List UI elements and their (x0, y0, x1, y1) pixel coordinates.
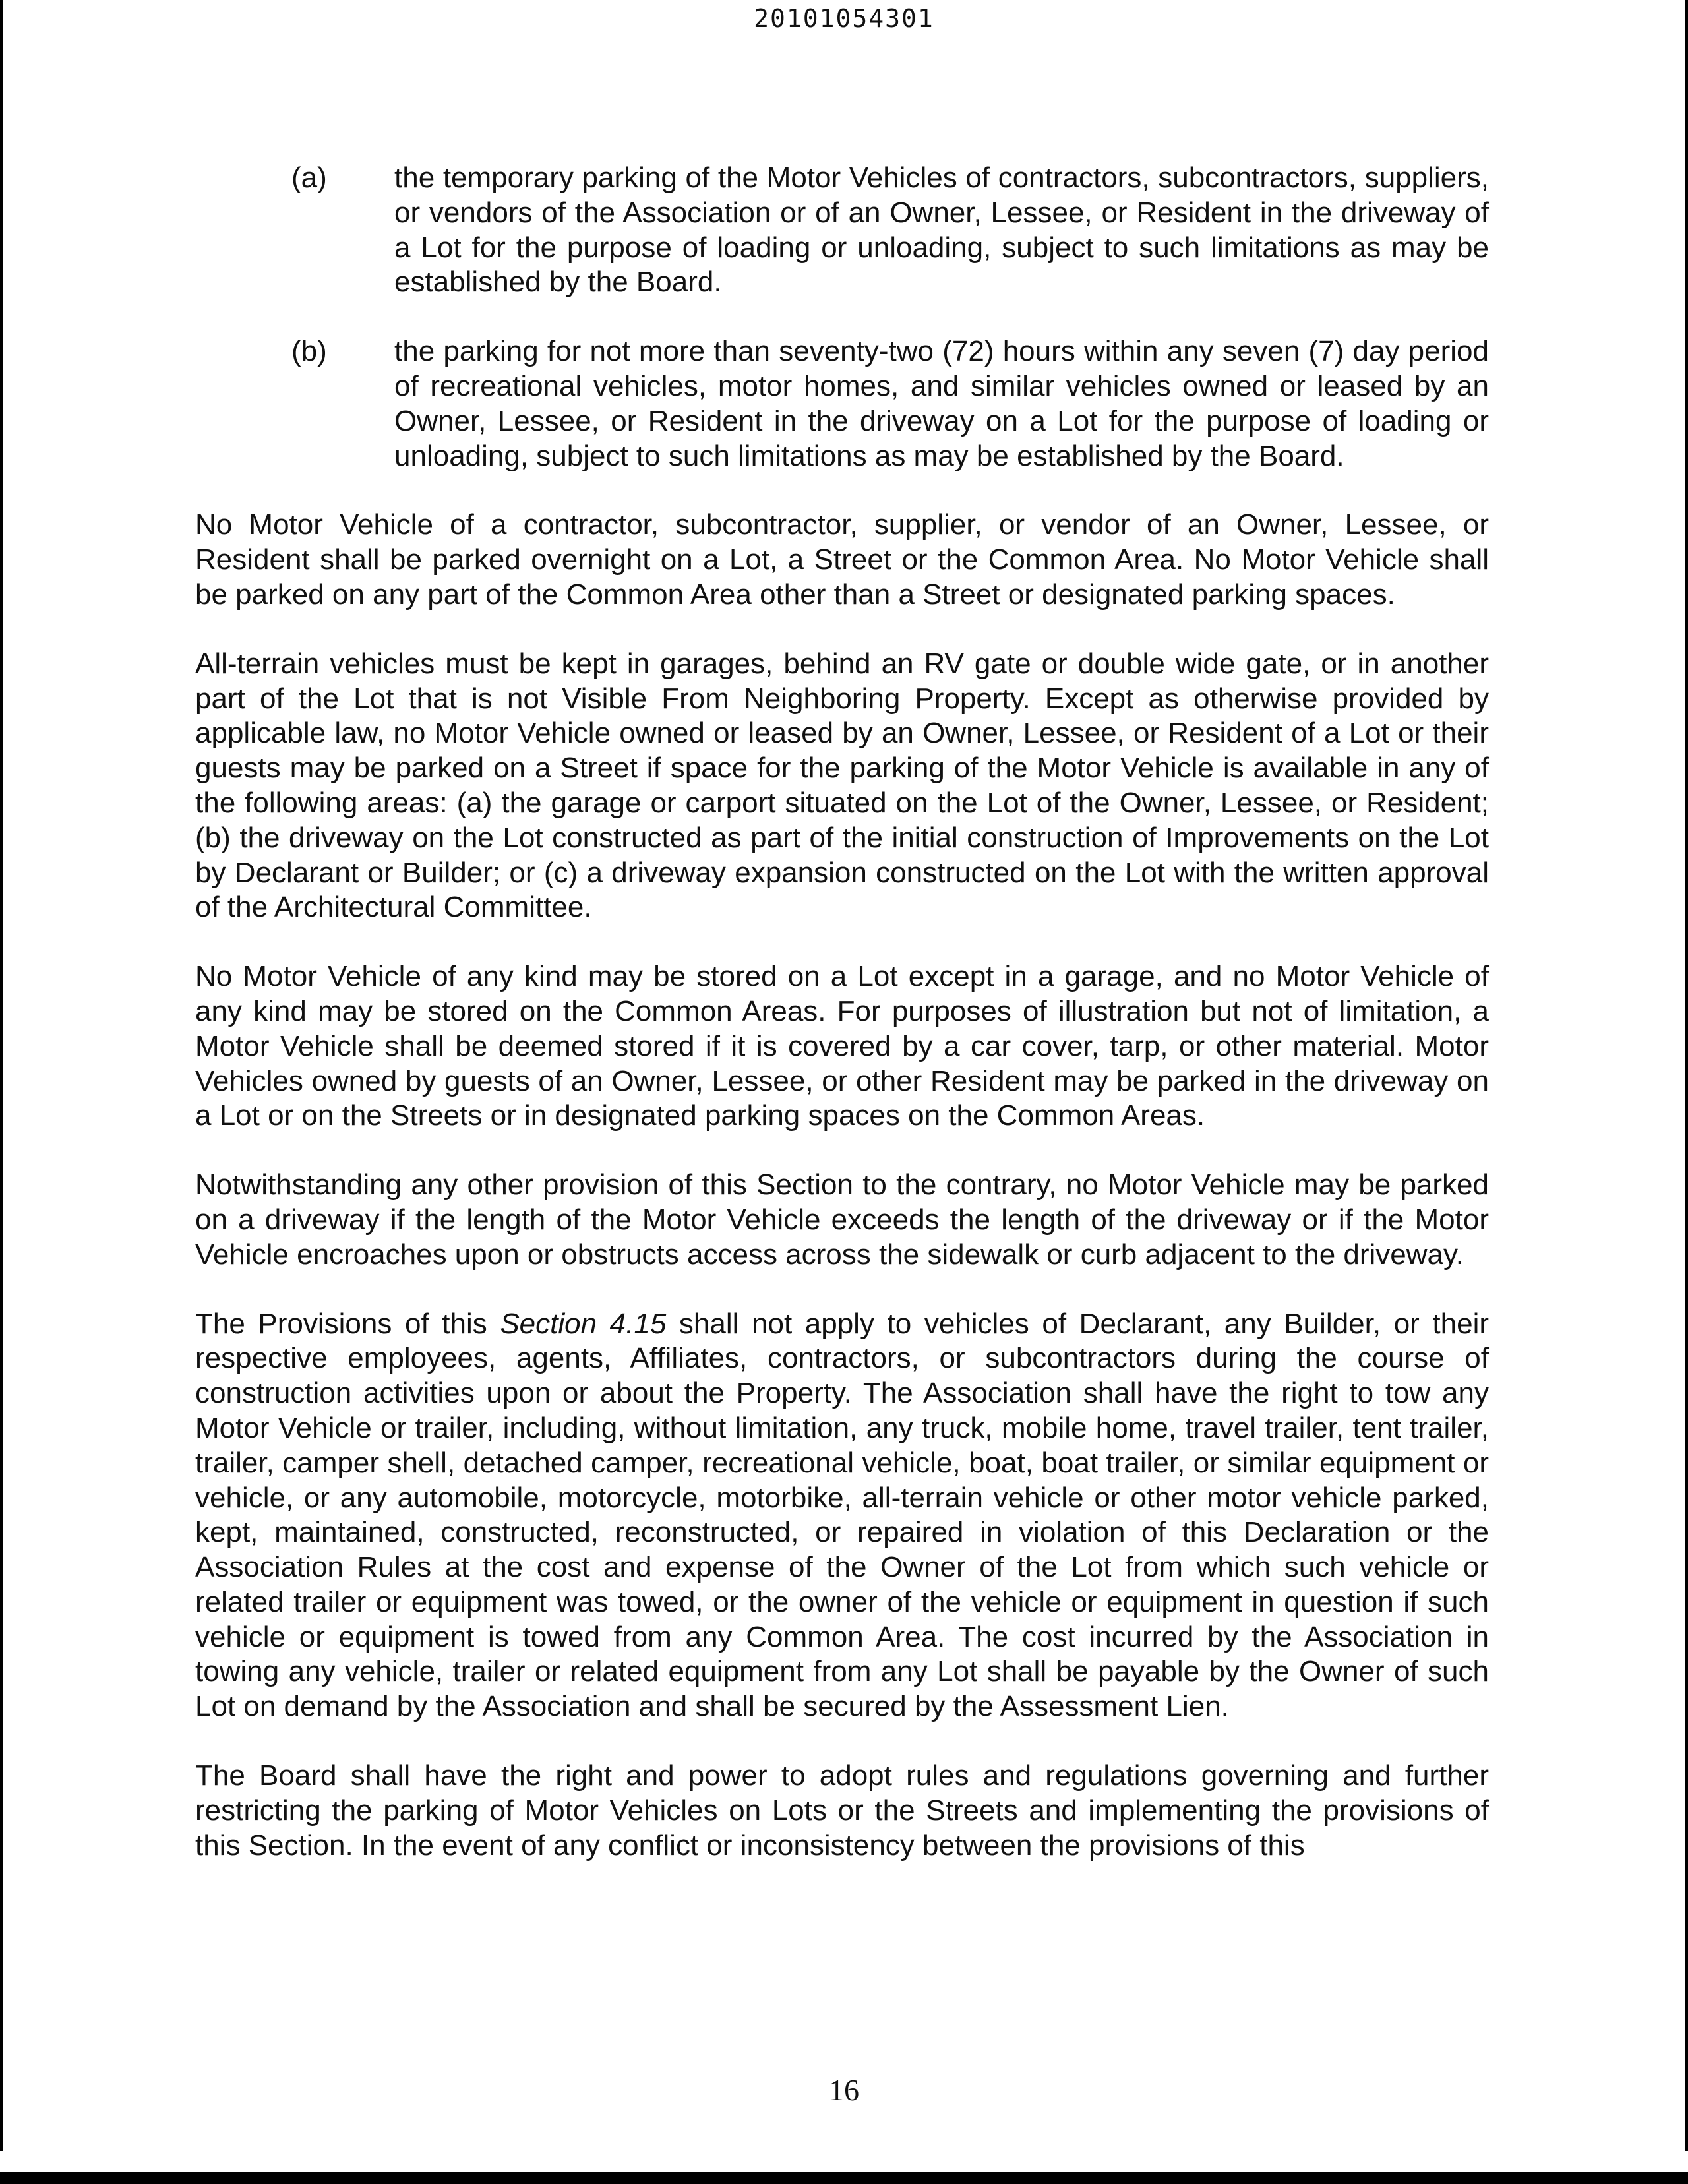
page-border-bottom (0, 2172, 1688, 2184)
paragraph-driveway-length: Notwithstanding any other provision of this Section to the contrary, no Motor Vehicle may be parked on a driveway if the length of the Motor Vehicle exceeds the length of the driveway or if the Motor Vehicle encroaches upon or obstructs access across the sidewalk or curb adjacent to the driveway. (195, 1168, 1489, 1271)
page-number: 16 (829, 2073, 859, 2107)
paragraph-contractor-parking: No Motor Vehicle of a contractor, subcontractor, supplier, or vendor of an Owner, Lessee, or Resident shall be parked overnight on a Lot, a Street or the Common Area. No Motor Vehicle shall be parked on any part of the Common Area other than a Street or designated parking spaces. (195, 508, 1489, 611)
page-border-right (1685, 0, 1688, 2151)
list-item-b (195, 334, 1489, 473)
document-number: 20101054301 (754, 4, 934, 33)
list-item-text: the temporary parking of the Motor Vehicles of contractors, subcontractors, suppliers, or vendors of the Association or of an Owner, Lessee, or Resident in the driveway of a Lot for the purpose of loading or unloading, subject to such limitations as may be established by the Board. (394, 162, 1489, 299)
paragraph-board-rules: The Board shall have the right and power to adopt rules and regulations governing and further restricting the parking of Motor Vehicles on Lots or the Streets and implementing the provisions of this Section. In the event of any conflict or inconsistency between the provisions of this (195, 1759, 1489, 1862)
page-body (195, 161, 1489, 1897)
paragraph-towing-provisions (195, 1307, 1489, 1725)
paragraph-all-terrain-vehicles: All-terrain vehicles must be kept in garages, behind an RV gate or double wide gate, or in another part of the Lot that is not Visible From Neighboring Property. Except as otherwise provided by applicable law, no Motor Vehicle owned or leased by an Owner, Lessee, or Resident of a Lot or their guests may be parked on a Street if space for the parking of the Motor Vehicle is available in any of the following areas: (a) the garage or carport situated on the Lot of the Owner, Lessee, or Resident; (b) the driveway on the Lot constructed as part of the initial construction of Improvements on the Lot by Declarant or Builder; or (c) a driveway expansion constructed on the Lot with the written approval of the Architectural Committee. (195, 647, 1489, 924)
paragraph-vehicle-storage: No Motor Vehicle of any kind may be stored on a Lot except in a garage, and no Motor Vehicle of any kind may be stored on the Common Areas. For purposes of illustration but not of limitation, a Motor Vehicle shall be deemed stored if it is covered by a car cover, tarp, or other material. Motor Vehicles owned by guests of an Owner, Lessee, or other Resident may be parked in the driveway on a Lot or on the Streets or in designated parking spaces on the Common Areas. (195, 960, 1489, 1132)
list-item-label: (b) (291, 335, 327, 368)
paragraph-text: shall not apply to vehicles of Declarant, any Builder, or their respective employees, agents, Affiliates, contractors, or subcontractors during the course of construction activities upon or about the Property. The Association shall have the right to tow any Motor Vehicle or trailer, including, without limitation, any truck, mobile home, travel trailer, tent trailer, trailer, camper shell, detached camper, recreational vehicle, boat, boat trailer, or similar equipment or vehicle, or any automobile, motorcycle, motorbike, all-terrain vehicle or other motor vehicle parked, kept, maintained, constructed, reconstructed, or repaired in violation of this Declaration or the Association Rules at the cost and expense of the Owner of the Lot from which such vehicle or related trailer or equipment was towed, or the owner of the vehicle or equipment in question if such vehicle or equipment is towed from any Common Area. The cost incurred by the Association in towing any vehicle, trailer or related equipment from any Lot shall be payable by the Owner of such Lot on demand by the Association and shall be secured by the Assessment Lien. (195, 1307, 1490, 1723)
section-reference: Section 4.15 (500, 1307, 667, 1340)
paragraph-text: The Provisions of this (195, 1307, 500, 1340)
list-item-text: the parking for not more than seventy-two (72) hours within any seven (7) day period of recreational vehicles, motor homes, and similar vehicles owned or leased by an Owner, Lessee, or Resident in the driveway on a Lot for the purpose of loading or unloading, subject to such limitations as may be established by the Board. (394, 335, 1489, 472)
list-item-a (195, 161, 1489, 300)
page-border-left (0, 0, 3, 2151)
list-item-label: (a) (291, 162, 327, 194)
